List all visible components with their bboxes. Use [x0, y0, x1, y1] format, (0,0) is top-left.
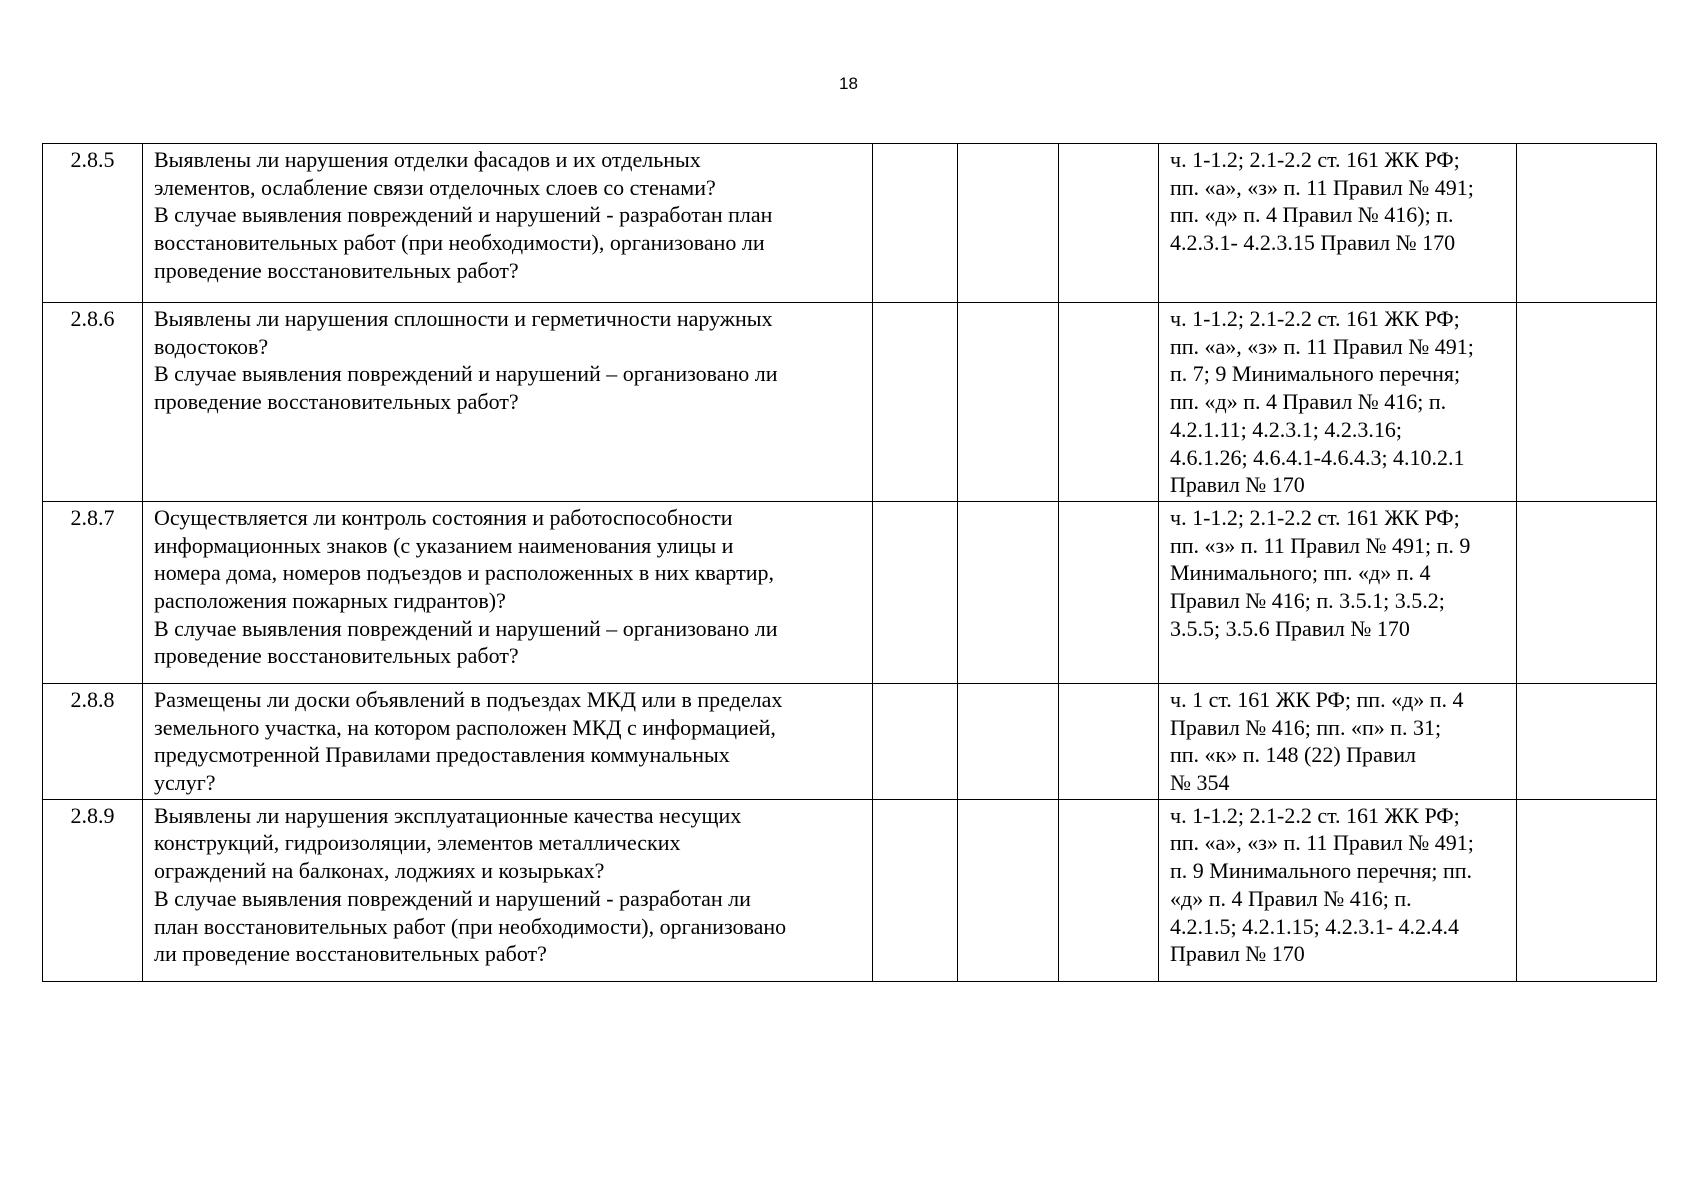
question-cell: Выявлены ли нарушения сплошности и герметичности наружных водостоков? В случае выявления повреждений и нарушений – организовано ли проведение восстановительных работ?	[143, 303, 873, 502]
table-row	[43, 501, 1657, 683]
reference-cell: ч. 1-1.2; 2.1-2.2 ст. 161 ЖК РФ; пп. «а», «з» п. 11 Правил № 491; п. 7; 9 Минимального перечня; пп. «д» п. 4 Правил № 416; п. 4.2.1.11; 4.2.3.1; 4.2.3.16; 4.6.1.26; 4.6.4.1-4.6.4.3; 4.10.2.1 Правил № 170	[1159, 303, 1517, 502]
empty-cell	[1059, 683, 1159, 799]
empty-cell	[1517, 501, 1657, 683]
reference-cell: ч. 1-1.2; 2.1-2.2 ст. 161 ЖК РФ; пп. «а», «з» п. 11 Правил № 491; пп. «д» п. 4 Правил № 416); п. 4.2.3.1- 4.2.3.15 Правил № 170	[1159, 144, 1517, 303]
empty-cell	[1059, 303, 1159, 502]
table-row	[43, 683, 1657, 799]
empty-cell	[873, 303, 958, 502]
empty-cell	[873, 144, 958, 303]
empty-cell	[1517, 683, 1657, 799]
empty-cell	[958, 144, 1059, 303]
item-number: 2.8.6	[43, 303, 143, 502]
reference-cell: ч. 1-1.2; 2.1-2.2 ст. 161 ЖК РФ; пп. «а», «з» п. 11 Правил № 491; п. 9 Минимального перечня; пп. «д» п. 4 Правил № 416; п. 4.2.1.5; 4.2.1.15; 4.2.3.1- 4.2.4.4 Правил № 170	[1159, 799, 1517, 981]
question-cell: Осуществляется ли контроль состояния и работоспособности информационных знаков (с указанием наименования улицы и номера дома, номеров подъездов и расположенных в них квартир, расположения пожарных гидрантов)? В случае выявления повреждений и нарушений – организовано ли проведение восстановительных работ?	[143, 501, 873, 683]
empty-cell	[873, 799, 958, 981]
question-cell: Выявлены ли нарушения отделки фасадов и их отдельных элементов, ослабление связи отделочных слоев со стенами? В случае выявления повреждений и нарушений - разработан план восстановительных работ (при необходимости), организовано ли проведение восстановительных работ?	[143, 144, 873, 303]
checklist-table	[42, 143, 1657, 982]
empty-cell	[958, 501, 1059, 683]
reference-cell: ч. 1 ст. 161 ЖК РФ; пп. «д» п. 4 Правил № 416; пп. «п» п. 31; пп. «к» п. 148 (22) Правил № 354	[1159, 683, 1517, 799]
table-row	[43, 799, 1657, 981]
table-row	[43, 303, 1657, 502]
empty-cell	[1517, 303, 1657, 502]
question-cell: Размещены ли доски объявлений в подъездах МКД или в пределах земельного участка, на котором расположен МКД с информацией, предусмотренной Правилами предоставления коммунальных услуг?	[143, 683, 873, 799]
empty-cell	[873, 683, 958, 799]
empty-cell	[958, 799, 1059, 981]
item-number: 2.8.8	[43, 683, 143, 799]
item-number: 2.8.5	[43, 144, 143, 303]
empty-cell	[1517, 799, 1657, 981]
empty-cell	[958, 303, 1059, 502]
page-number: 18	[839, 74, 858, 93]
empty-cell	[1059, 799, 1159, 981]
empty-cell	[1059, 501, 1159, 683]
table-row	[43, 144, 1657, 303]
item-number: 2.8.7	[43, 501, 143, 683]
question-cell: Выявлены ли нарушения эксплуатационные качества несущих конструкций, гидроизоляции, элементов металлических ограждений на балконах, лоджиях и козырьках? В случае выявления повреждений и нарушений - разработан ли план восстановительных работ (при необходимости), организовано ли проведение восстановительных работ?	[143, 799, 873, 981]
empty-cell	[958, 683, 1059, 799]
empty-cell	[1059, 144, 1159, 303]
empty-cell	[1517, 144, 1657, 303]
item-number: 2.8.9	[43, 799, 143, 981]
empty-cell	[873, 501, 958, 683]
reference-cell: ч. 1-1.2; 2.1-2.2 ст. 161 ЖК РФ; пп. «з» п. 11 Правил № 491; п. 9 Минимального; пп. «д» п. 4 Правил № 416; п. 3.5.1; 3.5.2; 3.5.5; 3.5.6 Правил № 170	[1159, 501, 1517, 683]
